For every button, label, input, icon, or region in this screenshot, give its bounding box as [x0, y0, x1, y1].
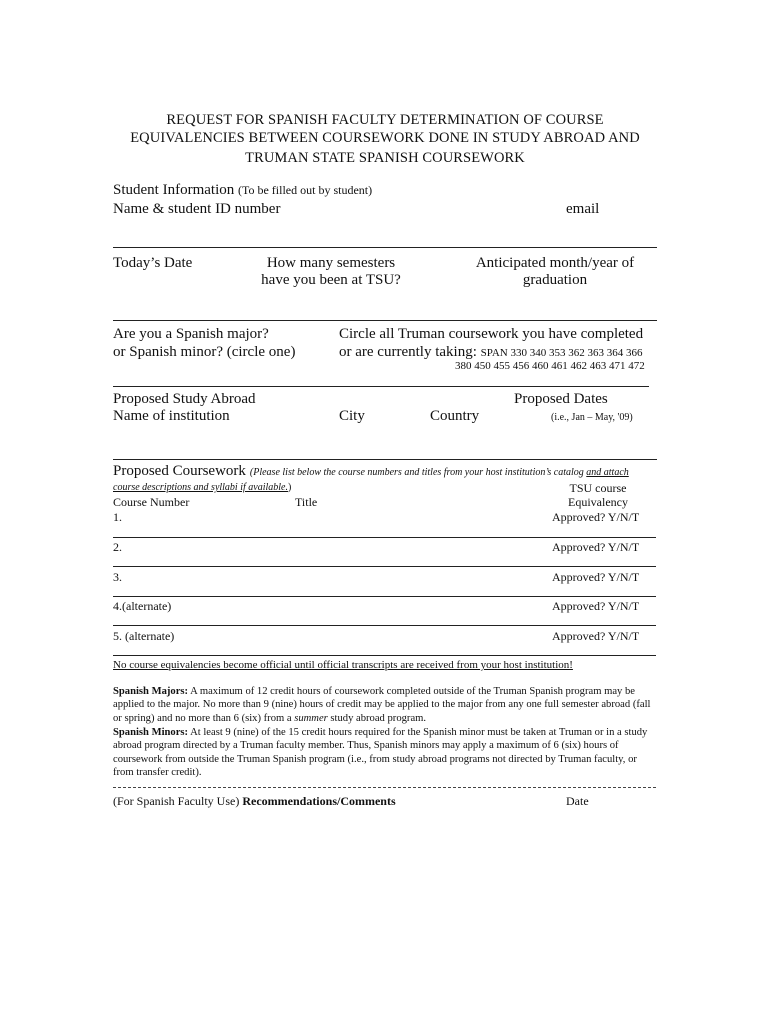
course-row-5-label: 5. (alternate) [113, 629, 175, 643]
circle-coursework-line2 [339, 344, 642, 361]
official-note: No course equivalencies become official until official transcripts are received from your host institution! [113, 659, 573, 671]
city-label: City [339, 408, 365, 424]
todays-date-label: Today’s Date [113, 255, 193, 271]
syllabi-note: course descriptions and syllabi if available. [113, 482, 288, 493]
coursework-heading: Proposed Coursework [113, 463, 246, 479]
coursework-note-attach: and attach [586, 467, 629, 478]
semesters-label-line1: How many semesters [266, 255, 396, 271]
course-row-3-label: 3. [113, 570, 122, 584]
majors-policy-text-end: study abroad program. [327, 712, 427, 724]
email-label: email [566, 201, 600, 217]
dates-example: (i.e., Jan – May, '09) [551, 412, 633, 423]
minors-policy-label: Spanish Minors: [113, 727, 189, 738]
faculty-use-row [113, 794, 396, 809]
faculty-date-label: Date [566, 794, 589, 808]
institution-entry-line[interactable] [113, 459, 657, 460]
student-info-note: (To be filled out by student) [237, 183, 373, 197]
circle-coursework-line1: Circle all Truman coursework you have completed [339, 326, 644, 342]
coursework-note-line2 [113, 482, 291, 493]
proposed-dates-label: Proposed Dates [514, 391, 608, 407]
course-row-5-line[interactable] [113, 655, 656, 656]
course-number-header: Course Number [113, 495, 190, 509]
country-label: Country [430, 408, 480, 424]
course-row-4-label: 4.(alternate) [113, 599, 172, 613]
course-row-2-line[interactable] [113, 566, 656, 567]
date-entry-line[interactable] [113, 320, 657, 321]
major-entry-line[interactable] [113, 386, 649, 387]
faculty-section-divider [113, 787, 656, 788]
course-row-3-line[interactable] [113, 596, 656, 597]
major-question-line1: Are you a Spanish major? [113, 326, 269, 342]
form-title-line1: REQUEST FOR SPANISH FACULTY DETERMINATION OF COURSE [166, 112, 604, 128]
course-row-1-label: 1. [113, 510, 122, 524]
course-row-1-approved[interactable]: Approved? Y/N/T [552, 510, 640, 524]
coursework-note-text: (Please list below the course numbers and titles from your host institution’s catalog [249, 467, 587, 478]
note-close: ) [287, 482, 292, 493]
graduation-label-line1: Anticipated month/year of [475, 255, 635, 271]
study-abroad-label: Proposed Study Abroad [113, 391, 256, 407]
graduation-label-line2: graduation [522, 272, 588, 288]
course-options-row2[interactable]: 380 450 455 456 460 461 462 463 471 472 [455, 360, 645, 372]
form-title-line2: EQUIVALENCIES BETWEEN COURSEWORK DONE IN STUDY ABROAD AND [130, 130, 640, 146]
course-row-4-approved[interactable]: Approved? Y/N/T [552, 599, 640, 613]
minors-policy-text: At least 9 (nine) of the 15 credit hours required for the Spanish minor must be taken at Truman or in a study abroad program directed by a Truman faculty member. Thus, Spanish minors may apply a maximum of 6 (six) hours of coursework from outside the Truman Spanish program (i.e., from study abroad programs not directed by Truman faculty, or from transfer credit). [113, 727, 648, 779]
faculty-use-label: (For Spanish Faculty Use) [113, 794, 243, 808]
student-info-heading [113, 182, 372, 199]
equivalency-label: Equivalency [568, 495, 628, 509]
semesters-label-line2: have you been at TSU? [261, 272, 401, 288]
institution-label: Name of institution [113, 408, 230, 424]
form-title-line3: TRUMAN STATE SPANISH COURSEWORK [245, 150, 525, 166]
course-row-2-label: 2. [113, 540, 122, 554]
recommendations-label: Recommendations/Comments [242, 794, 396, 808]
name-id-label: Name & student ID number [113, 201, 281, 217]
course-row-3-approved[interactable]: Approved? Y/N/T [552, 570, 640, 584]
name-entry-line[interactable] [113, 247, 657, 248]
majors-summer-text: summer [294, 712, 328, 724]
tsu-course-label: TSU course [569, 481, 627, 495]
course-row-5-approved[interactable]: Approved? Y/N/T [552, 629, 640, 643]
title-header: Title [295, 495, 318, 509]
coursework-heading-row [113, 462, 629, 480]
major-question-line2: or Spanish minor? (circle one) [113, 344, 296, 360]
majors-policy [113, 685, 658, 725]
course-row-1-line[interactable] [113, 537, 656, 538]
coursework-note [250, 467, 629, 478]
course-row-4-line[interactable] [113, 625, 656, 626]
majors-policy-text: A maximum of 12 credit hours of coursework completed outside of the Truman Spanish program may be applied to the major. No more than 9 (nine) hours of credit may be applied to the major from any one full semester abroad (fall or spring) and no more than 6 (six) from a [113, 686, 651, 724]
course-row-2-approved[interactable]: Approved? Y/N/T [552, 540, 640, 554]
currently-taking-label: or are currently taking: [339, 344, 477, 360]
minors-policy [113, 726, 658, 780]
student-info-label: Student Information [113, 182, 235, 198]
majors-policy-label: Spanish Majors: [113, 686, 189, 697]
course-options-row1[interactable]: SPAN 330 340 353 362 363 364 366 [480, 347, 643, 359]
